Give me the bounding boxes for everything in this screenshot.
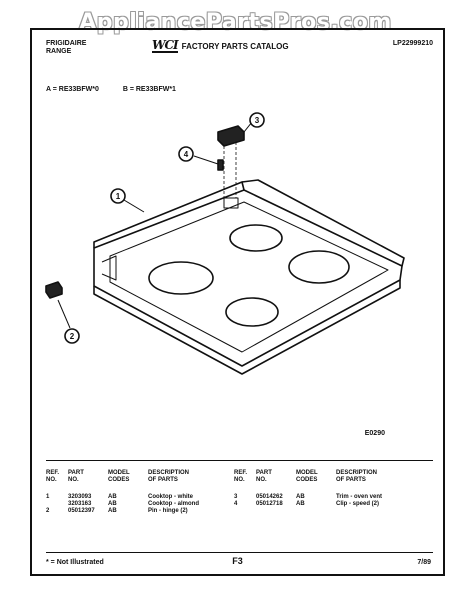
watermark-text: AppliancePartsPros.com: [79, 10, 392, 35]
parts-table-right: [234, 470, 416, 508]
callout-label-1: 1: [115, 192, 121, 201]
not-illustrated-note: * = Not Illustrated: [46, 559, 104, 566]
burner-opening-front-left: [149, 262, 213, 294]
vent-slot: [224, 198, 238, 208]
footer-rule: [46, 552, 433, 553]
cooktop-front-lip: [94, 280, 400, 374]
wci-logo: WCI: [152, 38, 178, 52]
burner-opening-front-right: [226, 298, 278, 326]
header-desc: DESCRIPTION OF PARTS: [336, 470, 378, 483]
page-number: F3: [232, 556, 243, 566]
header-part: PART NO.: [256, 470, 272, 483]
table-row: 4 05012718 AB Clip - speed (2): [234, 501, 380, 507]
burner-opening-rear-right: [289, 251, 349, 283]
table-row: 1 3203093 AB Cooktop - white: [46, 494, 193, 500]
brand-name: FRIGIDAIRE: [46, 40, 87, 47]
hinge-pin-part: [46, 282, 62, 298]
parts-table-left: [46, 470, 228, 515]
leader-line-4: [194, 156, 218, 164]
parts-table-header: [46, 470, 228, 484]
table-row: 3203163 AB Cooktop - almond: [68, 501, 199, 507]
cooktop-back-rim-top: [242, 180, 404, 266]
parts-table-rule: [46, 460, 433, 461]
burner-opening-rear-left: [230, 225, 282, 251]
cooktop-side-channel: [102, 256, 116, 280]
model-a: A = RE33BFW*0: [46, 86, 99, 93]
diagram-code: E0290: [364, 430, 385, 437]
header-model: MODEL CODES: [108, 470, 130, 483]
callout-label-3: 3: [254, 116, 260, 125]
catalog-date: 7/89: [417, 559, 431, 566]
header-part: PART NO.: [68, 470, 84, 483]
callout-label-4: 4: [183, 150, 189, 159]
callout-label-2: 2: [69, 332, 75, 341]
header-ref: REF. NO.: [46, 470, 60, 483]
parts-table-header: [234, 470, 416, 484]
catalog-title: FACTORY PARTS CATALOG: [181, 41, 289, 51]
header-model: MODEL CODES: [296, 470, 318, 483]
header-ref: REF. NO.: [234, 470, 248, 483]
leader-line-2: [58, 300, 70, 328]
model-b: B = RE33BFW*1: [122, 86, 176, 93]
cooktop-top-surface: [94, 190, 402, 366]
leader-line-1: [124, 200, 144, 212]
vent-trim-part: [218, 126, 244, 146]
speed-clip-part: [218, 160, 223, 170]
cooktop-inner-edge: [110, 202, 388, 352]
header-desc: DESCRIPTION OF PARTS: [148, 470, 190, 483]
catalog-number: LP22999210: [392, 40, 433, 47]
catalog-page-frame: [30, 28, 445, 576]
table-row: 3 05014262 AB Trim - oven vent: [234, 494, 383, 500]
product-type: RANGE: [46, 48, 72, 55]
table-row: 2 05012397 AB Pin - hinge (2): [46, 508, 188, 514]
exploded-view-drawing: [32, 30, 443, 430]
